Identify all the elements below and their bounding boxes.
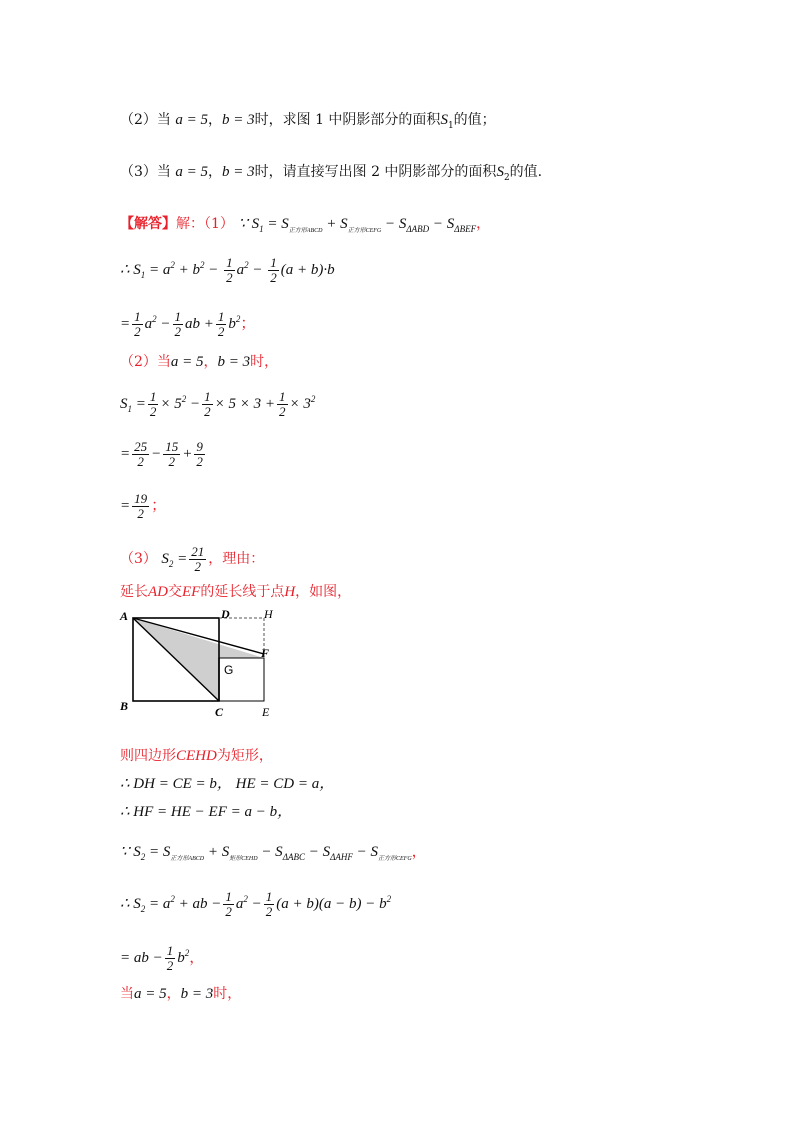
q3-b-value: b = 3: [222, 164, 255, 180]
question-3: [120, 162, 542, 182]
q3-var: S: [496, 164, 504, 180]
answer-tag: 【解答】: [120, 216, 176, 232]
answer-formula-1-end: ，: [476, 216, 491, 232]
label-a: A: [120, 609, 129, 623]
answer-part-2: （2）当a = 5，b = 3时，: [120, 354, 279, 370]
answer-s1-expansion: ∴ $S_1 = a^2 + b^2$ − $\frac{1}{2}$ $a^2$ − $\frac{1}{2}$ (a + b)·b: [120, 255, 335, 285]
answer-calc-3: = $\frac{19}{2}$ ；: [120, 491, 167, 521]
q3-end: 的值.: [509, 164, 543, 180]
q2-text: 时，求图 1 中阴影部分的面积: [254, 112, 441, 128]
answer-intro: 解：（1）: [176, 216, 234, 232]
answer-s2-expansion: ∴ $S_2 = a^2$ + ab − $\frac{1}{2}$ $a^2$ − $\frac{1}{2}$ $(a + b)(a - b) - b^2$: [120, 889, 392, 919]
answer-calc-2: = $\frac{25}{2}$ − $\frac{15}{2}$ + $\frac{9}{2}$: [120, 439, 203, 469]
answer-header: [120, 214, 490, 234]
q2-sep: ，: [208, 112, 222, 128]
label-c: C: [215, 705, 224, 719]
answer-s2-result: = ab − $\frac{1}{2}$ $b^2$，: [120, 943, 205, 973]
answer-dh-line: ∴ DH = CE = b， HE = CD = a，: [120, 776, 335, 792]
q2-sub: 1: [447, 120, 454, 131]
q3-text: 时，请直接写出图 2 中阴影部分的面积: [254, 164, 497, 180]
geometry-figure: [118, 606, 288, 720]
answer-s2-decomposition: ∵ $S_2 = S_{正方形ABCD} + S_{矩形CEHD} - S_{\Delta ABC} - S_{\Delta AHF} - S_{正方形CEFG}$，: [120, 844, 427, 862]
q3-sep: ，: [208, 164, 222, 180]
label-e: E: [262, 705, 270, 719]
q2-var: S: [440, 112, 448, 128]
answer-part-3: （3） $S_2$ = $\frac{21}{2}$ ，理由：: [120, 544, 265, 574]
label-h: H: [264, 607, 273, 621]
label-g: G: [224, 663, 234, 677]
q3-sub: 2: [503, 172, 510, 183]
answer-hf-line: ∴ HF = HE − EF = a − b，: [120, 804, 293, 820]
q2-a-value: a = 5: [175, 112, 208, 128]
answer-calc-1: $S_1$ = $\frac{1}{2}$ × $5^2$ − $\frac{1}{2}$ × 5 × 3 + $\frac{1}{2}$ × $3^2$: [120, 389, 316, 419]
answer-extend: 延长AD交EF的延长线于点H，如图，: [120, 584, 352, 600]
label-d: D: [221, 607, 230, 621]
label-f: F: [261, 646, 270, 660]
q3-label: （3）当: [120, 164, 171, 180]
label-b: B: [120, 699, 129, 713]
answer-formula-1: ∵ $S_1 = S_{正方形ABCD} + S_{正方形CEFG} - S_{\Delta ABD} - S_{\Delta BEF}$: [238, 216, 477, 234]
answer-s1-simplified: = $\frac{1}{2}$ $a^2$ − $\frac{1}{2}$ ab + $\frac{1}{2}$ $b^2$；: [120, 309, 256, 339]
q3-a-value: a = 5: [175, 164, 208, 180]
q2-end: 的值；: [453, 112, 496, 128]
shaded-region: [133, 618, 264, 701]
answer-rectangle: 则四边形CEHD为矩形，: [120, 748, 273, 764]
q2-label: （2）当: [120, 112, 171, 128]
question-2: [120, 110, 496, 130]
q2-b-value: b = 3: [222, 112, 255, 128]
answer-final: 当a = 5，b = 3时，: [120, 986, 242, 1002]
